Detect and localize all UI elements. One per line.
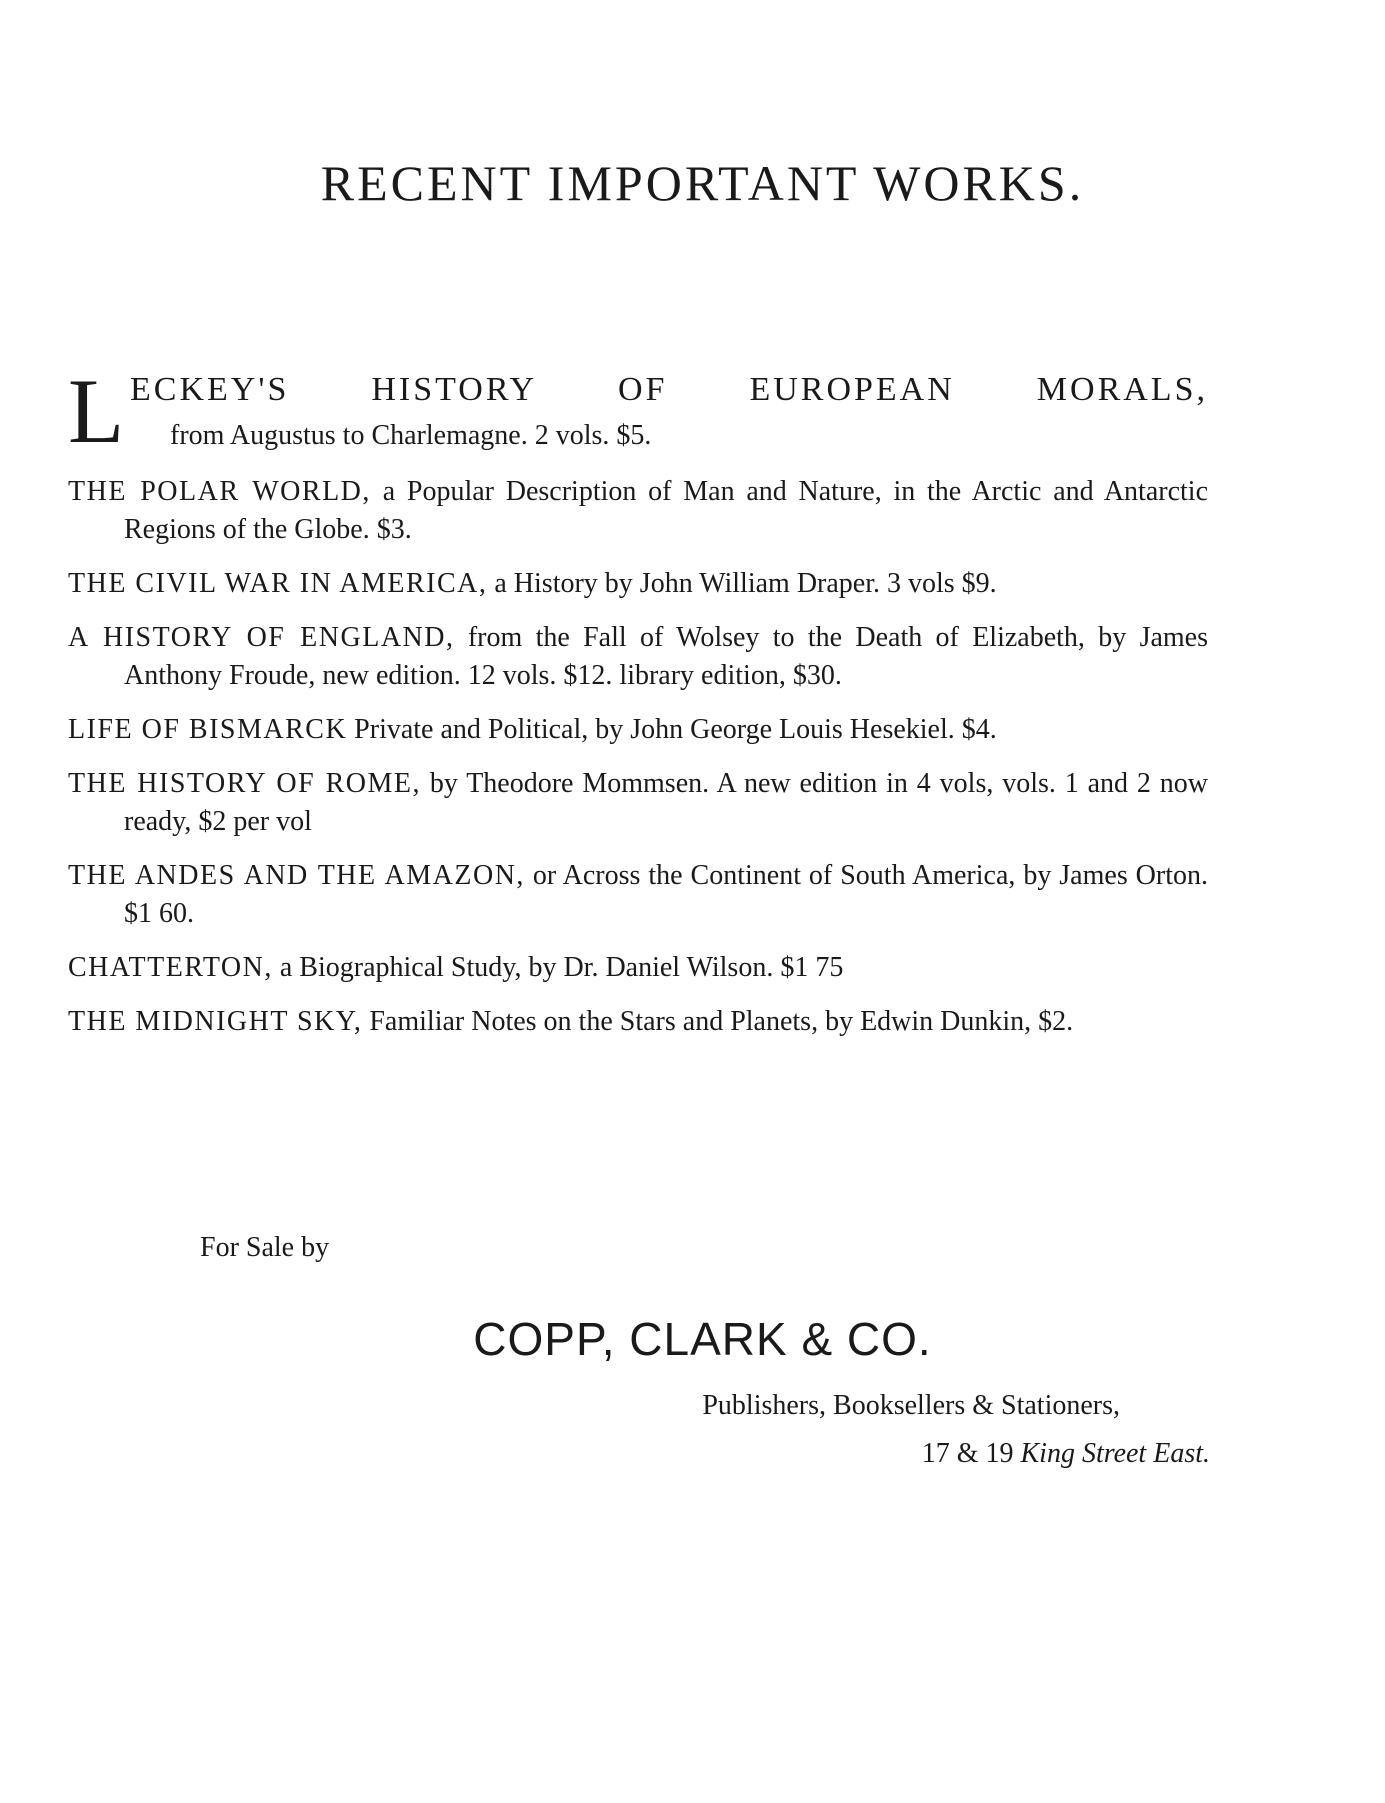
- book-detail: or Across the Continent of South America, by James Orton. $1 60.: [124, 860, 1208, 929]
- list-item: [68, 949, 1208, 987]
- list-item: [68, 857, 1208, 933]
- book-detail: from the Fall of Wolsey to the Death of Elizabeth, by James Anthony Froude, new edition. 12 vols. $12. library edition, $30.: [124, 622, 1208, 691]
- book-detail: Familiar Notes on the Stars and Planets, by Edwin Dunkin, $2.: [369, 1006, 1074, 1037]
- lead-entry-title: ECKEY'S HISTORY OF EUROPEAN MORALS,: [130, 371, 1208, 408]
- list-item-lead: [68, 360, 1208, 462]
- seller-address: [922, 1438, 1210, 1470]
- list-item: [68, 1003, 1208, 1041]
- list-item: [68, 711, 1208, 749]
- book-title: LIFE OF BISMARCK: [68, 714, 348, 745]
- list-item: [68, 765, 1208, 841]
- book-title: A HISTORY OF ENGLAND,: [68, 622, 455, 653]
- seller-name: COPP, CLARK & CO.: [473, 1313, 932, 1365]
- list-item: [68, 565, 1208, 603]
- address-street: King Street East.: [1020, 1438, 1210, 1469]
- list-item: [68, 619, 1208, 695]
- book-title: CHATTERTON,: [68, 952, 273, 983]
- book-detail: a Popular Description of Man and Nature, in the Arctic and Antarctic Regions of the Globe. $3.: [124, 476, 1209, 545]
- book-title: THE CIVIL WAR IN AMERICA,: [68, 568, 488, 599]
- book-detail: a History by John William Draper. 3 vols $9.: [494, 568, 997, 599]
- lead-entry-detail: from Augustus to Charlemagne. 2 vols. $5.: [170, 420, 652, 451]
- seller-description: Publishers, Booksellers & Stationers,: [702, 1390, 1120, 1421]
- list-item: [68, 473, 1208, 549]
- drop-cap: L: [68, 360, 125, 462]
- book-title: THE ANDES AND THE AMAZON,: [68, 860, 525, 891]
- page-title: RECENT IMPORTANT WORKS.: [320, 155, 1085, 211]
- for-sale-label: For Sale by: [200, 1232, 330, 1263]
- book-list: [68, 360, 1209, 1057]
- book-detail: a Biographical Study, by Dr. Daniel Wilson. $1 75: [279, 952, 844, 983]
- address-number: 17 & 19: [921, 1438, 1014, 1469]
- book-detail: Private and Political, by John George Louis Hesekiel. $4.: [354, 714, 997, 745]
- book-title: THE HISTORY OF ROME,: [68, 768, 421, 799]
- book-detail: by Theodore Mommsen. A new edition in 4 vols, vols. 1 and 2 now ready, $2 per vol: [124, 768, 1208, 837]
- book-title: THE POLAR WORLD,: [68, 476, 371, 507]
- book-title: THE MIDNIGHT SKY,: [68, 1006, 363, 1037]
